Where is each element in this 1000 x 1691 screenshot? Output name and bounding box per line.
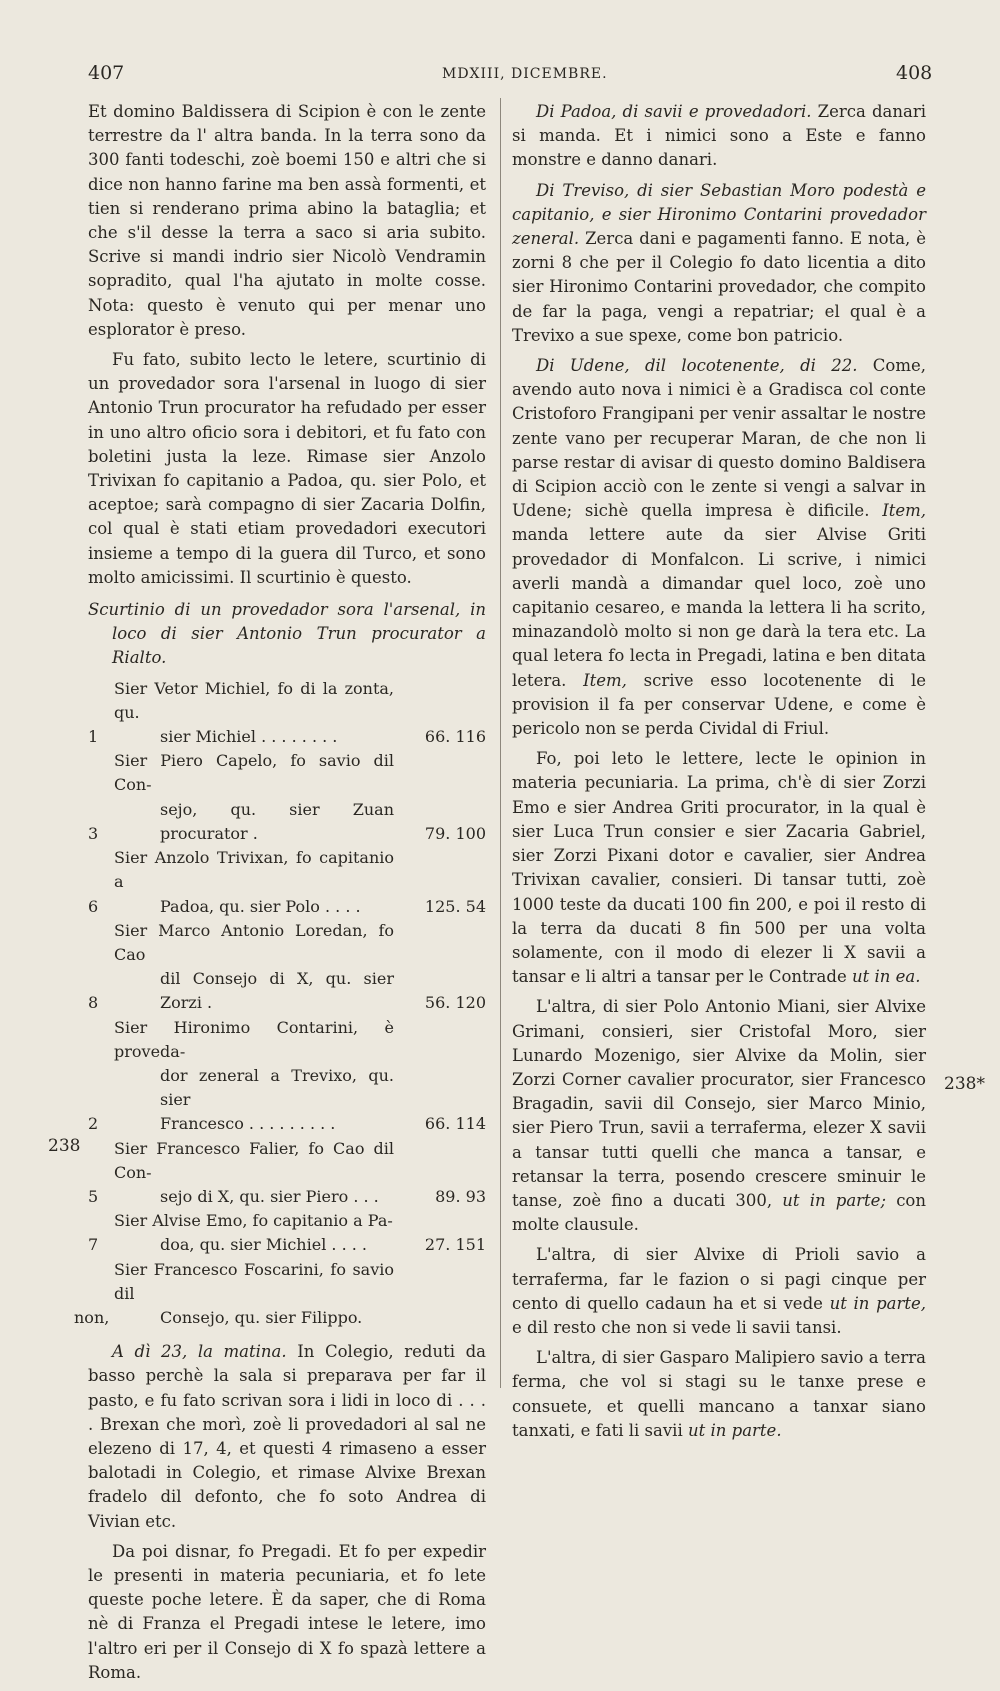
vote-row: [88, 749, 486, 846]
paragraph-text: Come, avendo auto nova i nimici è a Gradisca col conte Cristoforo Frangipani per venir assaltar le nostre zente vano per recuperar Maran, de che non li parse restar di avisar di questo domino Baldisera di Scipion acciò con le zente si vengi a salvar in Udene; sichè quella impresa è dificile.: [512, 356, 926, 521]
vote-result: 125. 54: [424, 896, 486, 916]
vote-number: 3: [88, 823, 99, 843]
vote-number: 5: [88, 1186, 99, 1206]
italic-term: ut in parte;: [782, 1190, 887, 1210]
vote-row: [74, 1258, 486, 1331]
vote-line: Sier Marco Antonio Loredan, fo Cao: [114, 920, 394, 964]
vote-row: [88, 677, 486, 750]
left-column: [74, 100, 486, 1691]
vote-row: [88, 919, 486, 1016]
paragraph-text: e dil resto che non si vede li savii tansi.: [512, 1317, 842, 1337]
paragraph-text: manda lettere aute da sier Alvise Griti provedador di Monfalcon. Li scrive, i nimici averli mandà a dimandar quel loco, zoè uno capitanio cesareo, e manda la lettera li ha scrito, minazandolò molto si non ge darà la tera etc. La qual letera fo lecta in Pregadi, latina e ben ditata letera.: [512, 525, 926, 690]
italic-lead: Di Treviso, di sier Sebastian Moro podestà e capitanio, e sier Hironimo Contarini provedador zeneral.: [512, 180, 926, 249]
vote-line: Sier Francesco Falier, fo Cao dil Con-: [114, 1138, 394, 1182]
vote-line: doa, qu. sier Michiel . . . .: [160, 1235, 367, 1255]
italic-lead: Di Padoa, di savii e provedadori.: [536, 102, 812, 121]
vote-line: Sier Francesco Foscarini, fo savio dil: [114, 1259, 394, 1303]
vote-row: [88, 1016, 486, 1137]
italic-term: ut in parte.: [687, 1420, 782, 1440]
vote-number: 6: [88, 896, 99, 916]
vote-number: 8: [88, 993, 99, 1013]
paragraph: [512, 354, 926, 741]
vote-list: [74, 677, 486, 1330]
margin-note-right: 238*: [944, 1074, 985, 1094]
vote-result: 66. 116: [424, 727, 486, 747]
vote-number: non,: [74, 1307, 110, 1327]
paragraph: [512, 747, 926, 989]
left-page-number: 407: [88, 62, 125, 84]
vote-number: 7: [88, 1235, 99, 1255]
paragraph: [512, 179, 926, 348]
vote-line: Sier Anzolo Trivixan, fo capitanio a: [114, 848, 394, 892]
right-column: [512, 100, 926, 1449]
italic-term: Item,: [583, 670, 627, 690]
vote-number: 1: [88, 727, 99, 747]
right-page-number: 408: [896, 62, 933, 84]
italic-term: Item,: [882, 501, 926, 521]
running-header: MDXIII, DICEMBRE.: [442, 66, 608, 82]
paragraph: [512, 1346, 926, 1443]
paragraph: [88, 1340, 486, 1534]
paragraph: [512, 995, 926, 1237]
paragraph: [512, 1243, 926, 1340]
paragraph: Fu fato, subito lecto le letere, scurtinio di un provedador sora l'arsenal in luogo di sier Antonio Trun procurator ha refudado per esser in uno altro oficio sora i debitori, et fu fato con boletini justa la leze. Rimase sier Anzolo Trivixan fo capitanio a Padoa, qu. sier Polo, et aceptoe; sarà compagno di sier Zacaria Dolfin, col qual è stati etiam provedadori executori insieme a tempo di la guera dil Turco, et sono molto amicissimi. Il scurtinio è questo.: [88, 350, 486, 587]
vote-result: 27. 151: [424, 1235, 486, 1255]
vote-line: Sier Alvise Emo, fo capitanio a Pa-: [114, 1211, 393, 1231]
vote-row: [88, 1209, 486, 1257]
paragraph-text: Zerca danari si manda. Et i nimici sono a Este e fanno monstre e danno danari.: [512, 102, 926, 170]
vote-result: 66. 114: [424, 1114, 486, 1134]
vote-line: sier Michiel . . . . . . . .: [160, 727, 338, 747]
vote-result: 79. 100: [424, 823, 486, 843]
vote-line: Padoa, qu. sier Polo . . . .: [160, 896, 361, 916]
italic-term: ut in parte,: [829, 1293, 926, 1313]
italic-term: ut in ea.: [851, 967, 921, 987]
paragraph: [512, 100, 926, 173]
vote-row: [88, 846, 486, 919]
paragraph-text: con molte clausule.: [512, 1190, 926, 1235]
paragraph-text: L'altra, di sier Gasparo Malipiero savio a terra ferma, che vol si stagi su le tanxe prese e consuete, et quelli mancano a tanxar siano tanxati, e fati li savii: [512, 1348, 926, 1440]
vote-line: Sier Hironimo Contarini, è proveda-: [114, 1017, 394, 1061]
vote-line: dor zeneral a Trevixo, qu. sier: [160, 1065, 394, 1110]
vote-line: sejo di X, qu. sier Piero . . .: [160, 1186, 379, 1206]
paragraph-text: L'altra, di sier Polo Antonio Miani, sier Alvixe Grimani, consieri, sier Cristofal Moro, sier Lunardo Mozenigo, sier Alvixe da Molin, sier Zorzi Corner cavalier procurator, sier Francesco Bragadin, savii dil Consejo, sier Marco Minio, sier Piero Trun, savii a terraferma, elezer X savii a tansar tutti quelli che manca a tansar, e retansar la terra, posendo crescere sminuir le tanse, zoè fino a ducati 300,: [512, 997, 926, 1210]
paragraph-text: scrive esso locotenente di le provision il fa per conservar Udene, e come è pericolo non se perda Cividal di Friul.: [512, 670, 926, 739]
vote-result: 89. 93: [435, 1186, 486, 1206]
vote-result: 56. 120: [424, 993, 486, 1013]
vote-line: dil Consejo di X, qu. sier Zorzi .: [160, 969, 394, 1013]
italic-lead: A dì 23, la matina.: [112, 1342, 287, 1362]
paragraph: Et domino Baldissera di Scipion è con le zente terrestre da l' altra banda. In la terra sono da 300 fanti todeschi, zoè boemi 150 e altri che si dice non hanno farine ma ben assà formenti, et tien si renderano prima abino la bataglia; et che s'il desse la terra a saco si aria subito. Scrive si mandi indrio sier Nicolò Vendramin sopradito, qual l'ha ajutato in molte cosse. Nota: questo è venuto qui per menar uno esplorator è preso.: [88, 102, 486, 339]
paragraph-text: Zerca dani e pagamenti fanno. E nota, è zorni 8 che per il Colegio fo dato licentia a dito sier Hironimo Contarini provedador, che compito de far la paga, vengi a repatriar; el qual è a Trevixo a sue spexe, come bon patricio.: [512, 229, 926, 345]
vote-line: Francesco . . . . . . . . .: [160, 1114, 336, 1134]
italic-lead: Di Udene, dil locotenente, di 22.: [536, 356, 858, 376]
margin-note-left: 238: [48, 1136, 81, 1156]
paragraph-text: L'altra, di sier Alvixe di Prioli savio a terraferma, far le fazion o si pagi cinque per cento di quello cadaun ha et si vede: [512, 1245, 926, 1313]
paragraph: Da poi disnar, fo Pregadi. Et fo per expedir le presenti in materia pecuniaria, et fo lete queste poche letere. È da saper, che di Roma nè di Franza el Pregadi intese le letere, imo l'altro eri per il Consejo di X fo spazà lettere a Roma.: [88, 1541, 486, 1682]
vote-line: sejo, qu. sier Zuan procurator .: [160, 799, 394, 843]
paragraph-text: In Colegio, reduti da basso perchè la sala si preparava per far il pasto, e fu fato scrivan sora i lidi in loco di . . . . Brexan che morì, zoè li provedadori al sal ne elezeno di 17, 4, et questi 4 rimaseno a esser balotadi in Colegio, et rimase Alvixe Brexan fradelo dil defonto, che fo soto Andrea di Vivian etc.: [88, 1342, 486, 1531]
paragraph-text: Fo, poi leto le lettere, lecte le opinion in materia pecuniaria. La prima, ch'è di sier Zorzi Emo e sier Andrea Griti procurator, in la qual è sier Luca Trun consier e sier Zacaria Gabriel, sier Zorzi Pixani dotor e cavalier, sier Andrea Trivixan cavalier, consieri. Di tansar tutti, zoè 1000 teste da ducati 100 fin 200, e poi il resto di la terra da ducati 8 fin 500 per una volta solamente, con il modo di elezer li X savii a tansar e li altri a tansar per le Contrade: [512, 749, 926, 987]
scrutiny-title: Scurtinio di un provedador sora l'arsenal, in loco di sier Antonio Trun procurator a Rialto.: [88, 600, 486, 668]
vote-line: Consejo, qu. sier Filippo.: [160, 1307, 363, 1327]
vote-row: [88, 1137, 486, 1210]
vote-line: Sier Vetor Michiel, fo di la zonta, qu.: [114, 678, 394, 722]
column-divider: [500, 98, 501, 1388]
vote-number: 2: [88, 1114, 99, 1134]
vote-line: Sier Piero Capelo, fo savio dil Con-: [114, 751, 394, 795]
